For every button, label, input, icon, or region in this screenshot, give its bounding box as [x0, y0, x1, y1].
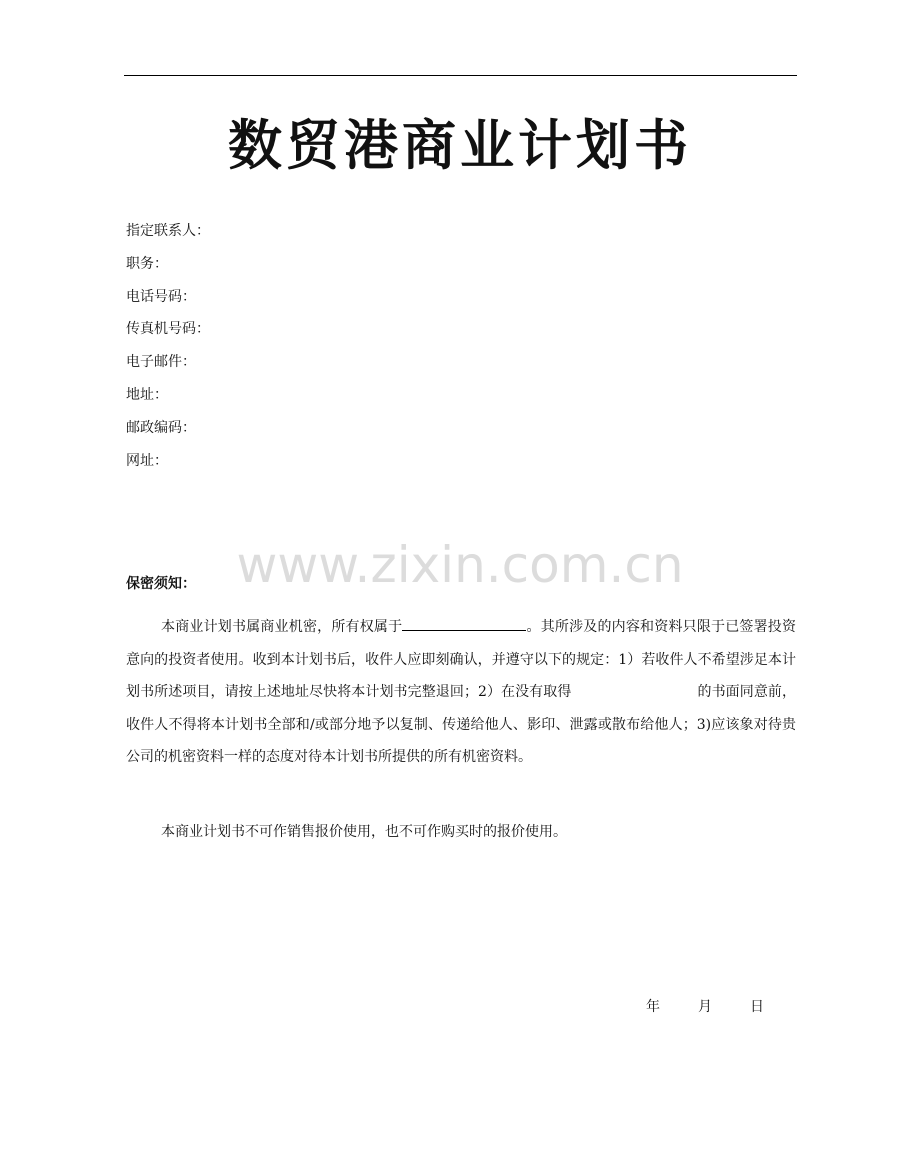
field-contact-person: 指定联系人：: [126, 223, 210, 239]
date-month: 月: [698, 999, 712, 1015]
watermark: www.zixin.com.cn: [236, 536, 684, 594]
paragraph-text-3: 的书面同意前，收件人不得将本计划书全部和/或部分地予以复制、传递给他人、影印、泄露或散布给他人；3)应该象对待贵公司的机密资料一样的态度对待本计划书所提供的所有机密资料。: [126, 684, 797, 766]
field-website: 网址：: [126, 452, 168, 469]
pricing-note-paragraph: 本商业计划书不可作销售报价使用，也不可作购买时的报价使用。: [161, 824, 567, 840]
document-title: 数贸港商业计划书: [228, 114, 692, 177]
field-position: 职务：: [126, 255, 168, 272]
field-email: 电子邮件：: [126, 354, 196, 371]
header-rule: [124, 75, 797, 76]
date-year: 年: [646, 999, 660, 1015]
confidentiality-paragraph: [126, 611, 796, 774]
field-fax: 传真机号码：: [126, 321, 210, 338]
owner-blank-line: [402, 616, 526, 631]
date-line: [646, 993, 764, 1021]
paragraph-text-1: 本商业计划书属商业机密，所有权属于: [161, 619, 403, 635]
date-day: 日: [750, 999, 764, 1015]
contact-fields: [126, 215, 210, 477]
field-address: 地址：: [126, 386, 168, 403]
paragraph-text-2: 。其所涉及的内容和资料只限于已签署投资意向的投资者使用。收到本计划书后，收件人应即刻确认，并遵守以下的规定：1）若收件人不希望涉足本计划书所述项目，请按上述地址尽快将本计划书完整退回；2）在没有取得: [126, 619, 797, 701]
confidentiality-heading: 保密须知：: [126, 576, 196, 592]
field-phone: 电话号码：: [126, 288, 196, 305]
field-postcode: 邮政编码：: [126, 419, 196, 436]
